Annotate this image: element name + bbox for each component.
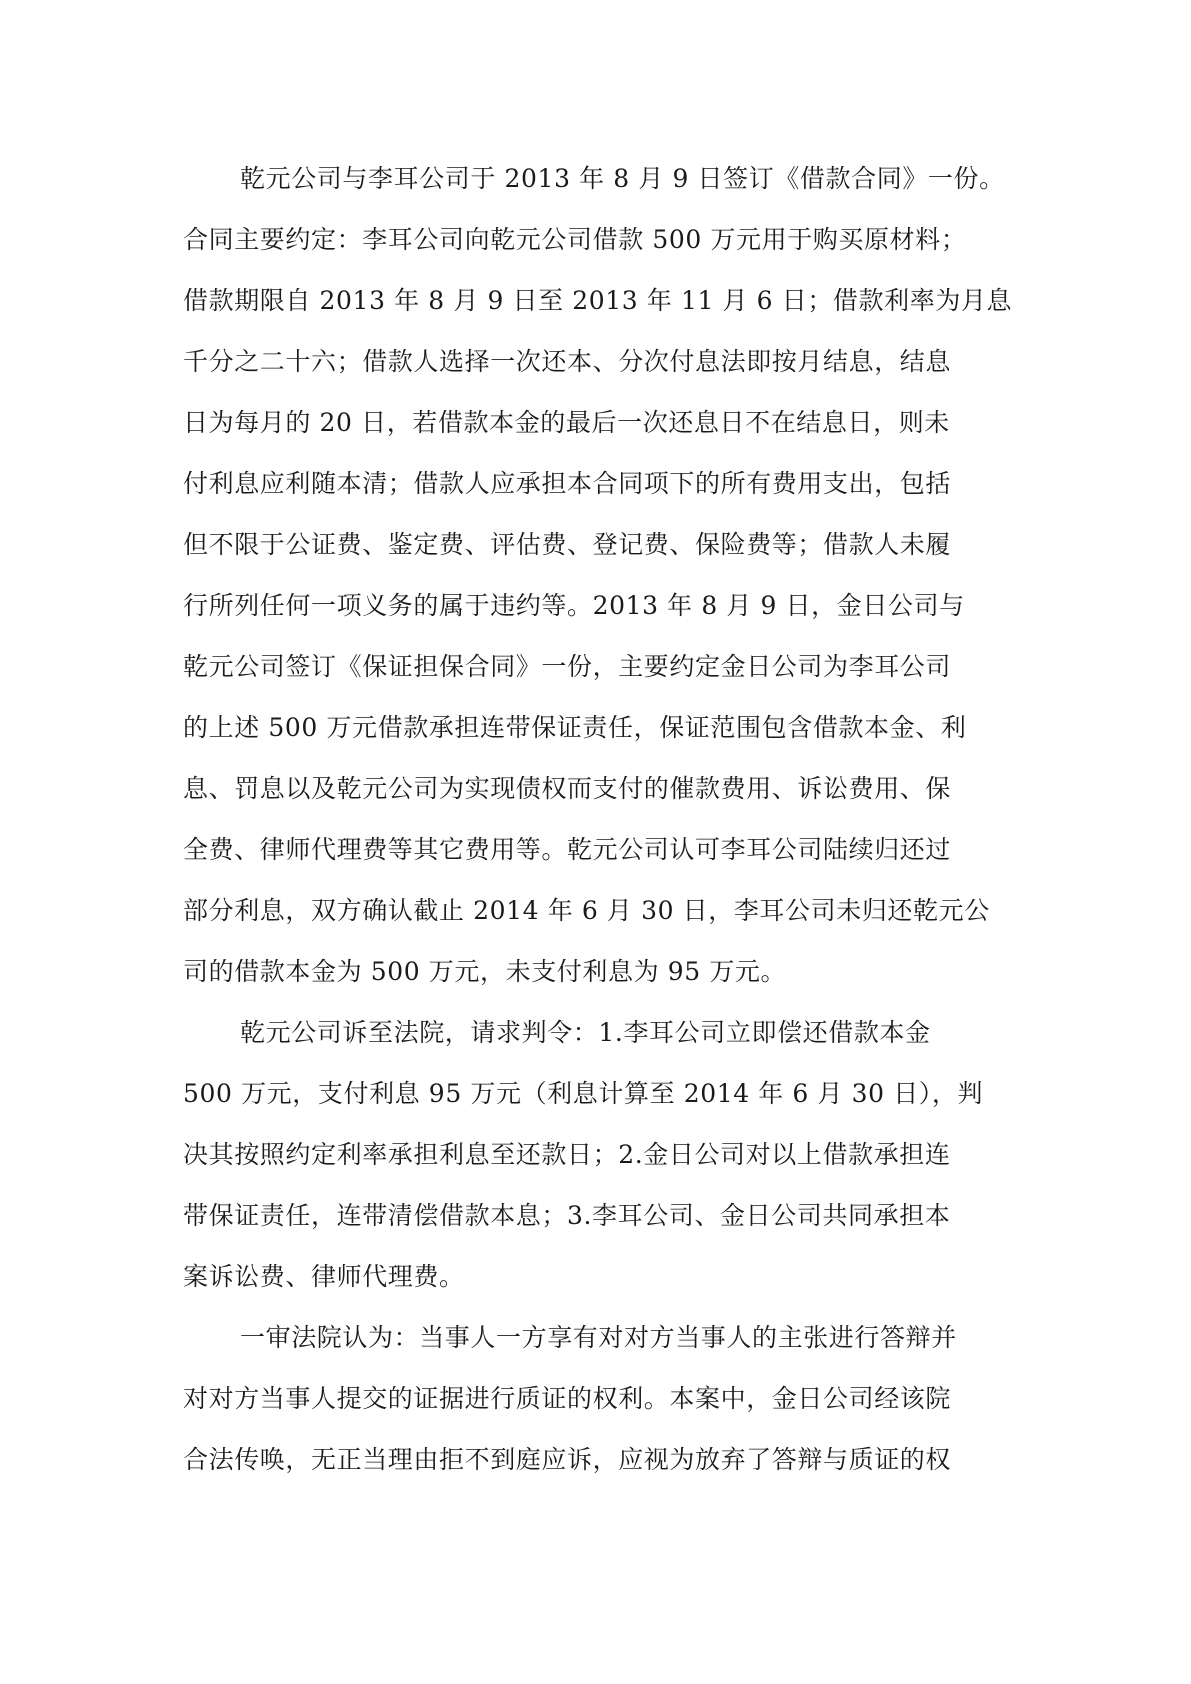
text-line: 全费、律师代理费等其它费用等。乾元公司认可李耳公司陆续归还过	[183, 835, 952, 864]
text-line: 部分利息，双方确认截止 2014 年 6 月 30 日，李耳公司未归还乾元公	[183, 896, 990, 925]
text-line: 千分之二十六；借款人选择一次还本、分次付息法即按月结息，结息	[183, 347, 952, 376]
text-line: 决其按照约定利率承担利息至还款日；2.金日公司对以上借款承担连	[183, 1140, 951, 1169]
text-line: 一审法院认为：当事人一方享有对对方当事人的主张进行答辩并	[240, 1323, 957, 1352]
text-line: 乾元公司与李耳公司于 2013 年 8 月 9 日签订《借款合同》一份。	[240, 164, 1005, 193]
text-line: 但不限于公证费、鉴定费、评估费、登记费、保险费等；借款人未履	[183, 530, 952, 559]
text-line: 500 万元，支付利息 95 万元（利息计算至 2014 年 6 月 30 日），判	[183, 1079, 984, 1108]
paragraph-contract-facts	[183, 148, 1013, 1002]
text-line: 日为每月的 20 日，若借款本金的最后一次还息日不在结息日，则未	[183, 408, 950, 437]
text-line: 息、罚息以及乾元公司为实现债权而支付的催款费用、诉讼费用、保	[183, 774, 952, 803]
text-line: 合同主要约定：李耳公司向乾元公司借款 500 万元用于购买原材料；	[183, 225, 967, 254]
text-line: 行所列任何一项义务的属于违约等。2013 年 8 月 9 日，金日公司与	[183, 591, 965, 620]
text-line: 案诉讼费、律师代理费。	[183, 1262, 465, 1291]
paragraph-court-opinion	[183, 1307, 1013, 1490]
document-body	[183, 148, 1013, 1490]
text-line: 司的借款本金为 500 万元，未支付利息为 95 万元。	[183, 957, 787, 986]
text-line: 付利息应利随本清；借款人应承担本合同项下的所有费用支出，包括	[183, 469, 952, 498]
text-line: 借款期限自 2013 年 8 月 9 日至 2013 年 11 月 6 日；借款利率为月息	[183, 286, 1013, 315]
text-line: 带保证责任，连带清偿借款本息；3.李耳公司、金日公司共同承担本	[183, 1201, 951, 1230]
text-line: 的上述 500 万元借款承担连带保证责任，保证范围包含借款本金、利	[183, 713, 967, 742]
text-line: 对对方当事人提交的证据进行质证的权利。本案中，金日公司经该院	[183, 1384, 952, 1413]
text-line: 合法传唤，无正当理由拒不到庭应诉，应视为放弃了答辩与质证的权	[183, 1445, 952, 1474]
text-line: 乾元公司诉至法院，请求判令：1.李耳公司立即偿还借款本金	[240, 1018, 931, 1047]
paragraph-claims	[183, 1002, 1013, 1307]
text-line: 乾元公司签订《保证担保合同》一份，主要约定金日公司为李耳公司	[183, 652, 952, 681]
